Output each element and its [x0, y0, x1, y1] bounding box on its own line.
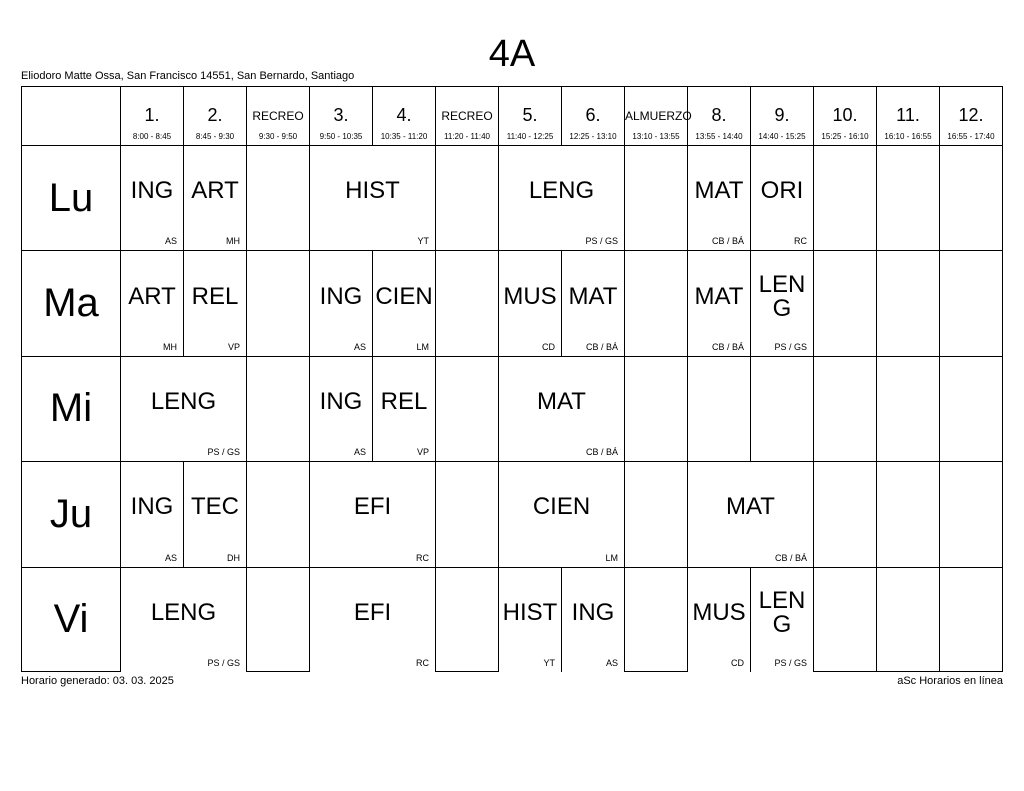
lesson-cell	[750, 250, 813, 355]
lesson-cell	[309, 145, 435, 250]
lesson-teacher: PS / GS	[774, 341, 807, 352]
lesson-subject: EFI	[353, 598, 392, 626]
lesson-cell	[120, 567, 246, 672]
lesson-subject: HIST	[502, 598, 558, 626]
lesson-cell	[372, 356, 435, 461]
period-number: 6.	[585, 105, 601, 125]
lesson-subject: LENG	[150, 387, 217, 415]
lesson-teacher: LM	[605, 552, 618, 563]
lesson-teacher: RC	[416, 552, 429, 563]
column-line	[624, 145, 625, 672]
lesson-subject: MAT	[694, 177, 744, 205]
lesson-subject: ING	[319, 387, 363, 415]
period-time: 12:25 - 13:10	[569, 132, 617, 141]
day-label: Vi	[22, 567, 120, 672]
day-label: Mi	[22, 356, 120, 461]
lesson-cell	[687, 461, 813, 566]
column-line	[246, 145, 247, 672]
period-time: 13:55 - 14:40	[695, 132, 743, 141]
break-label: ALMUERZO	[625, 109, 692, 123]
lesson-cell	[498, 567, 561, 672]
lesson-cell	[309, 356, 372, 461]
lesson-subject: TEC	[191, 493, 239, 521]
period-time: 8:45 - 9:30	[195, 132, 235, 141]
lesson-cell	[750, 567, 813, 672]
period-number: 2.	[207, 105, 223, 125]
lesson-cell	[687, 567, 750, 672]
lesson-subject: MAT	[568, 282, 618, 310]
lesson-teacher: PS / GS	[585, 236, 618, 247]
period-header	[498, 87, 561, 145]
lesson-subject: LENG	[758, 270, 806, 322]
lesson-cell	[561, 250, 624, 355]
timetable-grid	[21, 86, 1003, 672]
lesson-cell	[183, 145, 246, 250]
lesson-cell	[561, 567, 624, 672]
lesson-subject: CIEN	[375, 282, 433, 310]
lesson-subject: ING	[571, 598, 615, 626]
lesson-cell	[120, 250, 183, 355]
lesson-teacher: CB / BÁ	[711, 341, 744, 352]
lesson-teacher: PS / GS	[207, 447, 240, 458]
lesson-cell	[687, 250, 750, 355]
lesson-teacher: LM	[416, 341, 429, 352]
lesson-cell	[498, 145, 624, 250]
period-header	[750, 87, 813, 145]
lesson-subject: ART	[128, 282, 176, 310]
period-number: 3.	[333, 105, 349, 125]
period-header	[939, 87, 1002, 145]
lesson-cell	[183, 250, 246, 355]
lesson-teacher: YT	[543, 657, 555, 668]
timetable-title: 4A	[488, 33, 536, 75]
lesson-cell	[750, 145, 813, 250]
lesson-cell	[372, 250, 435, 355]
period-header	[561, 87, 624, 145]
day-label: Lu	[22, 145, 120, 250]
period-header	[624, 87, 692, 145]
lesson-teacher: CB / BÁ	[711, 236, 744, 247]
lesson-subject: MUS	[503, 282, 557, 310]
generated-date: Horario generado: 03. 03. 2025	[21, 675, 174, 687]
period-time: 14:40 - 15:25	[758, 132, 806, 141]
period-number: 10.	[832, 105, 858, 125]
lesson-subject: EFI	[353, 493, 392, 521]
period-number: 8.	[711, 105, 727, 125]
lesson-subject: LENG	[150, 598, 217, 626]
lesson-teacher: YT	[417, 236, 429, 247]
lesson-subject: MAT	[537, 387, 586, 415]
lesson-teacher: CD	[542, 341, 555, 352]
lesson-cell	[183, 461, 246, 566]
day-label: Ju	[22, 461, 120, 566]
lesson-subject: MAT	[694, 282, 744, 310]
lesson-teacher: RC	[794, 236, 807, 247]
lesson-cell	[687, 145, 750, 250]
lesson-teacher: VP	[227, 341, 240, 352]
lesson-subject: ART	[191, 177, 239, 205]
lesson-subject: ING	[130, 177, 174, 205]
period-number: 12.	[958, 105, 984, 125]
period-header	[372, 87, 435, 145]
lesson-cell	[309, 461, 435, 566]
lesson-subject: MAT	[726, 493, 775, 521]
lesson-subject: ING	[319, 282, 363, 310]
lesson-subject: MUS	[692, 598, 746, 626]
lesson-teacher: DH	[227, 552, 240, 563]
lesson-teacher: CB / BÁ	[585, 341, 618, 352]
period-time: 16:10 - 16:55	[884, 132, 932, 141]
lesson-cell	[120, 145, 183, 250]
lesson-cell	[498, 250, 561, 355]
period-time: 15:25 - 16:10	[821, 132, 869, 141]
lesson-cell	[498, 356, 624, 461]
lesson-teacher: PS / GS	[207, 657, 240, 668]
lesson-teacher: VP	[416, 447, 429, 458]
period-time: 8:00 - 8:45	[132, 132, 172, 141]
lesson-cell	[120, 461, 183, 566]
break-label: RECREO	[441, 109, 493, 123]
lesson-teacher: AS	[353, 447, 366, 458]
period-number: 11.	[896, 105, 920, 125]
period-time: 9:50 - 10:35	[319, 132, 363, 141]
lesson-teacher: CB / BÁ	[774, 552, 807, 563]
lesson-subject: ING	[130, 493, 174, 521]
column-line	[435, 145, 436, 672]
lesson-teacher: AS	[164, 552, 177, 563]
lesson-cell	[309, 250, 372, 355]
lesson-subject: LENG	[758, 586, 806, 638]
lesson-subject: ORI	[760, 177, 804, 205]
lesson-teacher: PS / GS	[774, 657, 807, 668]
lesson-subject: LENG	[528, 177, 595, 205]
period-header	[813, 87, 876, 145]
period-number: 5.	[522, 105, 538, 125]
period-header	[246, 87, 309, 145]
lesson-cell	[120, 356, 246, 461]
period-number: 9.	[774, 105, 790, 125]
period-header	[876, 87, 939, 145]
column-line	[813, 145, 814, 672]
lesson-teacher: RC	[416, 657, 429, 668]
period-header	[183, 87, 246, 145]
brand-label: aSc Horarios en línea	[897, 675, 1003, 687]
lesson-subject: REL	[191, 282, 239, 310]
lesson-teacher: MH	[226, 236, 240, 247]
period-time: 13:10 - 13:55	[632, 132, 680, 141]
lesson-teacher: CB / BÁ	[585, 447, 618, 458]
lesson-subject: CIEN	[532, 493, 591, 521]
period-header	[687, 87, 750, 145]
lesson-teacher: AS	[353, 341, 366, 352]
lesson-cell	[498, 461, 624, 566]
period-time: 11:40 - 12:25	[506, 132, 554, 141]
school-address: Eliodoro Matte Ossa, San Francisco 14551, San Bernardo, Santiago	[21, 70, 355, 82]
break-label: RECREO	[252, 109, 304, 123]
lesson-teacher: AS	[605, 657, 618, 668]
period-time: 16:55 - 17:40	[947, 132, 995, 141]
lesson-teacher: CD	[731, 657, 744, 668]
period-header	[435, 87, 498, 145]
period-number: 1.	[144, 105, 160, 125]
lesson-subject: HIST	[345, 177, 400, 205]
period-header	[120, 87, 183, 145]
column-line	[939, 145, 940, 672]
period-time: 10:35 - 11:20	[380, 132, 428, 141]
period-header	[309, 87, 372, 145]
lesson-subject: REL	[380, 387, 428, 415]
period-time: 9:30 - 9:50	[258, 132, 298, 141]
day-label: Ma	[22, 250, 120, 355]
lesson-teacher: AS	[164, 236, 177, 247]
period-time: 11:20 - 11:40	[444, 132, 490, 141]
lesson-teacher: MH	[163, 341, 177, 352]
period-number: 4.	[396, 105, 412, 125]
column-line	[876, 145, 877, 672]
lesson-cell	[309, 567, 435, 672]
